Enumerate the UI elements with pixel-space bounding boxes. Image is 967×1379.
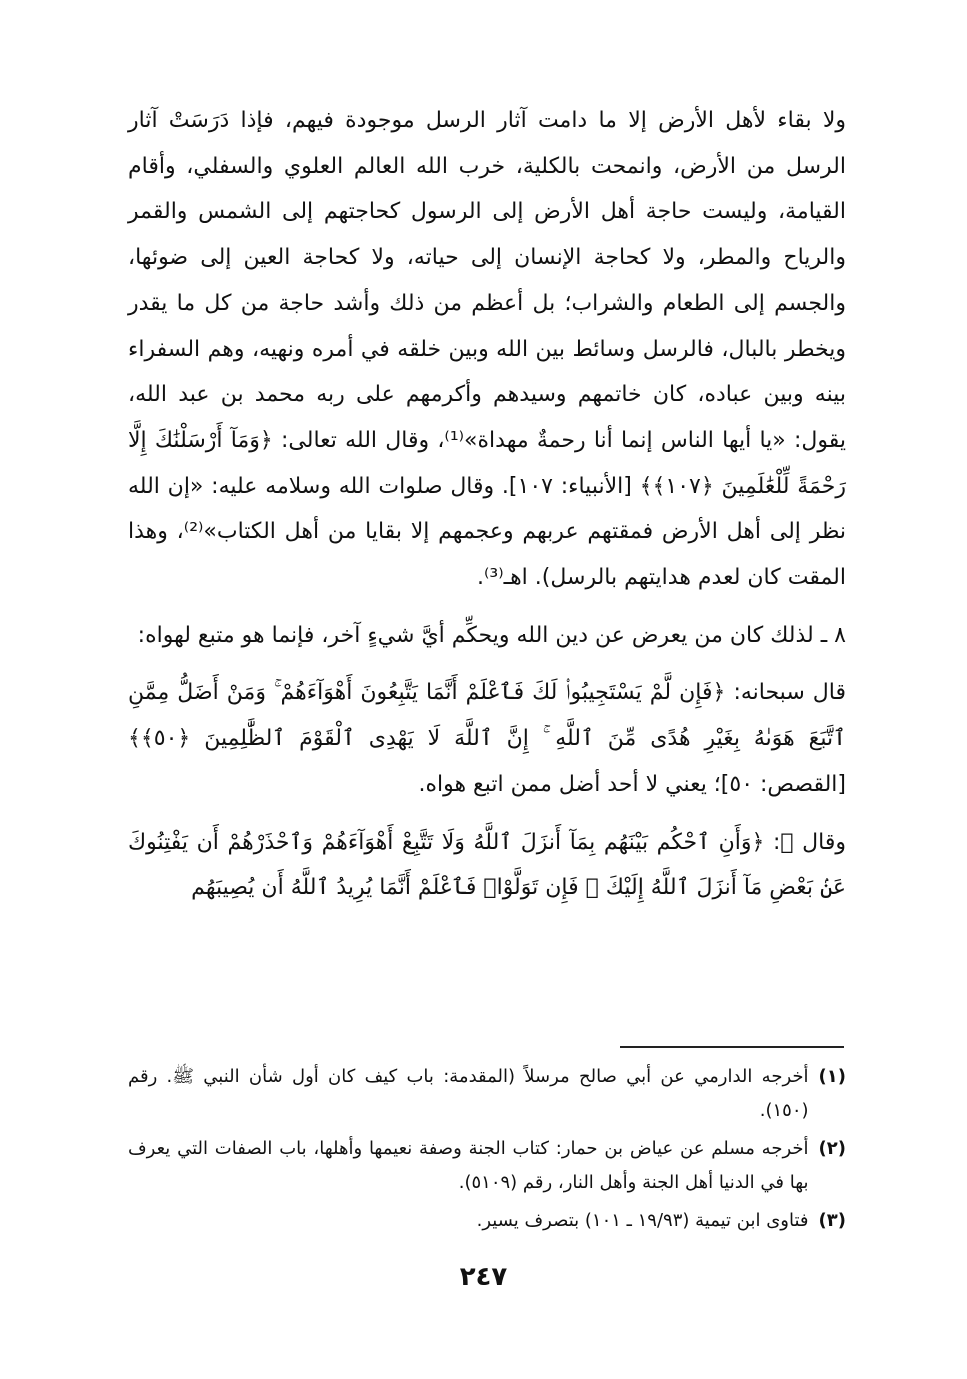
paragraph-point-8: ٨ ـ لذلك كان من يعرض عن دين الله ويحكِّم أيَّ شيءٍ آخر، فإنما هو متبع لهواه: [137, 622, 846, 648]
footnote-text: أخرجه مسلم عن عياض بن حمار: كتاب الجنة وصفة نعيمها وأهلها، باب الصفات التي يعرف بها في الدنيا أهل الجنة وأهل النار، رقم (٥١٠٩). [128, 1138, 809, 1193]
main-text [128, 98, 846, 911]
footnote-text: أخرجه الدارمي عن أبي صالح مرسلاً (المقدمة: باب كيف كان أول شأن النبي ﷺ. رقم (١٥٠). [128, 1066, 809, 1121]
footnote-number: (١) [818, 1066, 846, 1087]
paragraph-hadith-context: ولا بقاء لأهل الأرض إلا ما دامت آثار الرسل موجودة فيهم، فإذا دَرَسَتْ آثار الرسل من الأرض، وانمحت بالكلية، خرب الله العالم العلوي والسفلي، وأقام القيامة، وليست حاجة أهل الأرض إلى الرسول كحاجتهم إلى الشمس والقمر والرياح والمطر، ولا كحاجة الإنسان إلى حياته، ولا كحاجة العين إلى ضوئها، والجسم إلى الطعام والشراب؛ بل أعظم من ذلك وأشد حاجة من كل ما يقدر ويخطر بالبال، فالرسل وسائط بين الله وبين خلقه في أمره ونهيه، وهم السفراء بينه وبين عباده، كان خاتمهم وسيدهم وأكرمهم على ربه محمد بن عبد الله، يقول: «يا أيها الناس إنما أنا رحمةٌ مهداة»⁽¹⁾، وقال الله تعالى: ﴿وَمَآ أَرْسَلْنَٰكَ إِلَّا رَحْمَةً لِّلْعَٰلَمِينَ ﴿١٠٧﴾﴾ [الأنبياء: ١٠٧]. وقال صلوات الله وسلامه عليه: «إن الله نظر إلى أهل الأرض فمقتهم عربهم وعجمهم إلا بقايا من أهل الكتاب»⁽²⁾، وهذا المقت كان لعدم هدايتهم بالرسل). اهـ⁽³⁾. [128, 108, 847, 591]
footnotes [128, 1060, 846, 1242]
footnote-item [128, 1132, 846, 1200]
paragraph-maidah-verse: وقال ﷻ: ﴿وَأَنِ ٱحْكُم بَيْنَهُم بِمَآ أَنزَلَ ٱللَّهُ وَلَا تَتَّبِعْ أَهْوَآءَهُمْ وَٱحْذَرْهُمْ أَن يَفْتِنُوكَ عَنۢ بَعْضِ مَآ أَنزَلَ ٱللَّهُ إِلَيْكَ ۖ فَإِن تَوَلَّوْا۟ فَٱعْلَمْ أَنَّمَا يُرِيدُ ٱللَّهُ أَن يُصِيبَهُم [128, 829, 846, 901]
footnote-item [128, 1204, 846, 1238]
footnote-item [128, 1060, 846, 1128]
paragraph-qasas-verse: قال سبحانه: ﴿فَإِن لَّمْ يَسْتَجِيبُوا۟ لَكَ فَٱعْلَمْ أَنَّمَا يَتَّبِعُونَ أَهْوَآءَهُمْ ۚ وَمَنْ أَضَلُّ مِمَّنِ ٱتَّبَعَ هَوَىٰهُ بِغَيْرِ هُدًى مِّنَ ٱللَّهِ ۚ إِنَّ ٱللَّهَ لَا يَهْدِى ٱلْقَوْمَ ٱلظَّٰلِمِينَ ﴿٥٠﴾﴾ [القصص: ٥٠]؛ يعني لا أحد أضل ممن اتبع هواه. [128, 680, 846, 797]
footnote-number: (٣) [818, 1210, 846, 1231]
footnote-number: (٢) [818, 1138, 846, 1159]
page-number: ٢٤٧ [459, 1262, 508, 1292]
footnote-separator [620, 1046, 844, 1048]
footnote-text: فتاوى ابن تيمية (١٩/٩٣ ـ ١٠١) بتصرف يسير. [476, 1210, 809, 1231]
